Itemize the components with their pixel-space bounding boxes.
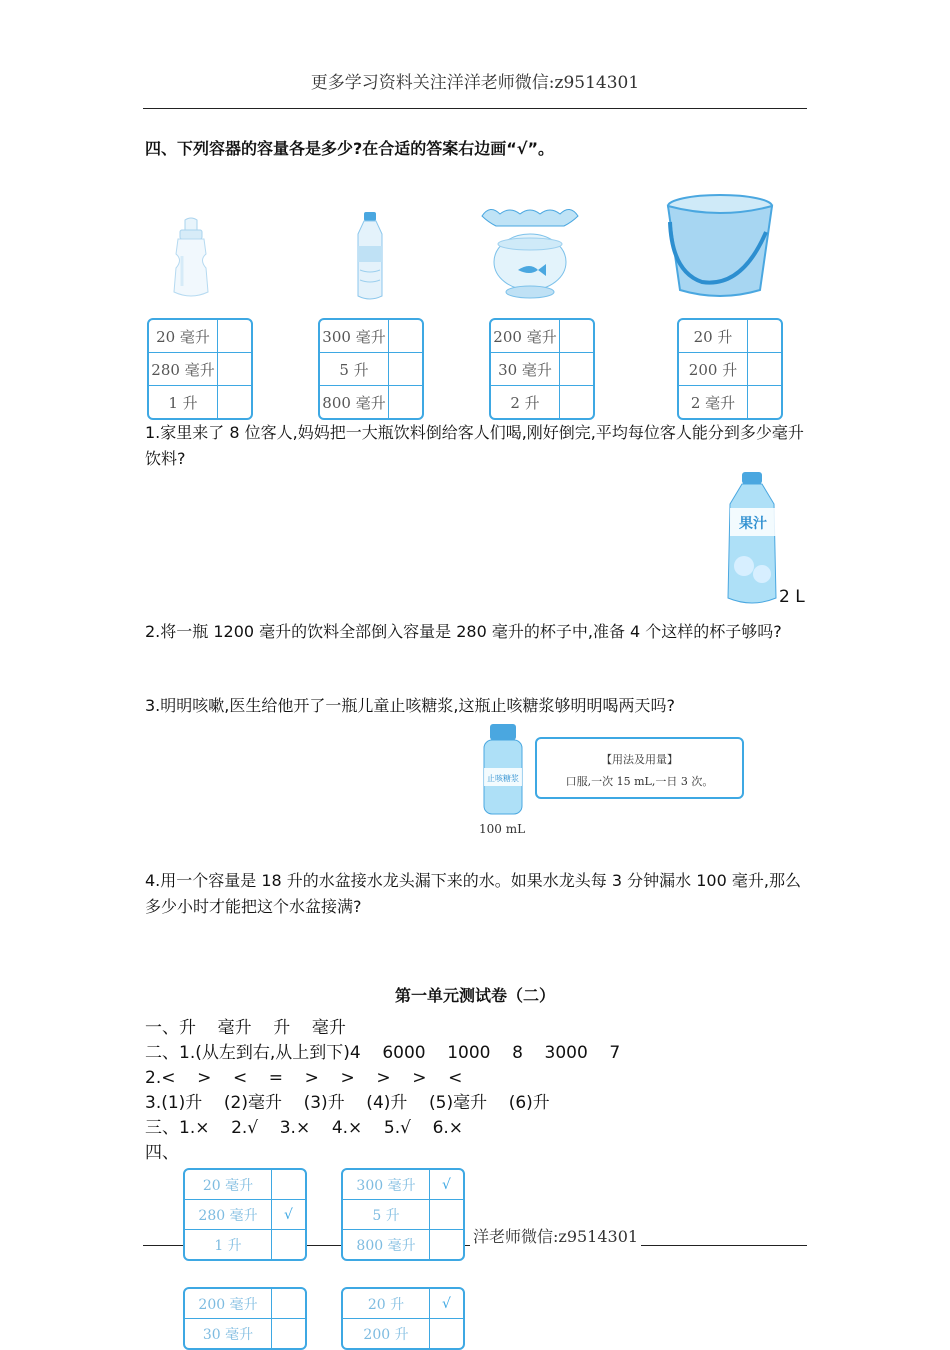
container-2-options: [318, 318, 424, 420]
fishbowl-icon: [478, 204, 582, 300]
answer-cell[interactable]: [748, 386, 781, 418]
answer-cell: [430, 1230, 463, 1259]
bucket-icon: [662, 192, 778, 302]
check-mark: √: [430, 1289, 463, 1319]
problem-4: 4.用一个容量是 18 升的水盆接水龙头漏下来的水。如果水龙头每 3 分钟漏水 100 毫升,那么多少小时才能把这个水盆接满?: [145, 871, 801, 916]
answer-table-2: [341, 1168, 465, 1261]
usage-instructions-box: [535, 737, 744, 799]
juice-label: 果汁: [739, 516, 767, 532]
problem-2: 2.将一瓶 1200 毫升的饮料全部倒入容量是 280 毫升的杯子中,准备 4 个这样的杯子够吗?: [145, 622, 782, 641]
answer-line-1: 一、升 毫升 升 毫升: [145, 1018, 346, 1038]
answer-cell[interactable]: [560, 320, 593, 353]
juice-volume: 2 L: [779, 587, 805, 607]
answer-cell[interactable]: [748, 353, 781, 386]
question-4-title: 四、下列容器的容量各是多少?在合适的答案右边画“√”。: [145, 139, 554, 158]
option-label: 30 毫升: [185, 1319, 272, 1348]
answer-cell[interactable]: [218, 353, 251, 386]
option-label: 280 毫升: [185, 1200, 272, 1230]
option-label: 200 毫升: [491, 320, 560, 353]
answer-cell[interactable]: [389, 353, 422, 386]
option-label: 20 升: [343, 1289, 430, 1319]
check-mark: √: [430, 1170, 463, 1200]
option-label: 200 升: [679, 353, 748, 386]
option-label: 20 毫升: [149, 320, 218, 353]
answer-table-3: [183, 1287, 307, 1350]
option-label: 5 升: [343, 1200, 430, 1230]
answer-line-3: 2.< > < = > > > > <: [145, 1068, 463, 1088]
answer-cell: [272, 1230, 305, 1259]
option-label: 300 毫升: [320, 320, 389, 353]
syrup-bottle-icon: [480, 722, 526, 816]
answer-line-6: 四、: [145, 1143, 179, 1163]
option-label: 30 毫升: [491, 353, 560, 386]
problem-3: 3.明明咳嗽,医生给他开了一瓶儿童止咳糖浆,这瓶止咳糖浆够明明喝两天吗?: [145, 696, 675, 715]
answer-section-title: 第一单元测试卷（二）: [394, 986, 555, 1005]
juice-bottle-icon: [722, 470, 782, 606]
header-rule: [143, 108, 807, 109]
answer-cell: [430, 1200, 463, 1230]
answer-table-1: [183, 1168, 307, 1261]
syrup-volume: 100 mL: [479, 822, 526, 836]
answer-table-4: [341, 1287, 465, 1350]
answer-cell[interactable]: [218, 320, 251, 353]
page-header: 更多学习资料关注洋洋老师微信:z9514301: [310, 73, 640, 93]
option-label: 200 毫升: [185, 1289, 272, 1319]
option-label: 20 毫升: [185, 1170, 272, 1200]
option-label: 2 毫升: [679, 386, 748, 418]
answer-cell[interactable]: [560, 386, 593, 418]
page-footer: 洋老师微信:z9514301: [470, 1224, 641, 1247]
answer-cell: [272, 1289, 305, 1319]
option-label: 800 毫升: [320, 386, 389, 418]
container-3-options: [489, 318, 595, 420]
baby-bottle-icon: [166, 216, 216, 300]
option-label: 300 毫升: [343, 1170, 430, 1200]
answer-cell[interactable]: [748, 320, 781, 353]
option-label: 5 升: [320, 353, 389, 386]
water-bottle-icon: [352, 210, 388, 302]
container-4-options: [677, 318, 783, 420]
check-mark: √: [272, 1200, 305, 1230]
answer-line-2: 二、1.(从左到右,从上到下)4 6000 1000 8 3000 7: [145, 1043, 621, 1063]
answer-cell[interactable]: [389, 386, 422, 418]
usage-text: 口服,一次 15 mL,一日 3 次。: [565, 775, 714, 788]
option-label: 1 升: [149, 386, 218, 418]
answer-line-5: 三、1.× 2.√ 3.× 4.× 5.√ 6.×: [145, 1118, 464, 1138]
option-label: 280 毫升: [149, 353, 218, 386]
syrup-label: 止咳糖浆: [487, 774, 519, 783]
option-label: 20 升: [679, 320, 748, 353]
answer-cell[interactable]: [389, 320, 422, 353]
answer-cell: [272, 1170, 305, 1200]
option-label: 1 升: [185, 1230, 272, 1259]
option-label: 800 毫升: [343, 1230, 430, 1259]
answer-cell[interactable]: [218, 386, 251, 418]
usage-title: 【用法及用量】: [601, 753, 678, 766]
container-1-options: [147, 318, 253, 420]
answer-line-4: 3.(1)升 (2)毫升 (3)升 (4)升 (5)毫升 (6)升: [145, 1093, 550, 1113]
problem-1: 1.家里来了 8 位客人,妈妈把一大瓶饮料倒给客人们喝,刚好倒完,平均每位客人能分到多少毫升饮料?: [145, 423, 804, 467]
answer-cell[interactable]: [560, 353, 593, 386]
option-label: 200 升: [343, 1319, 430, 1348]
option-label: 2 升: [491, 386, 560, 418]
